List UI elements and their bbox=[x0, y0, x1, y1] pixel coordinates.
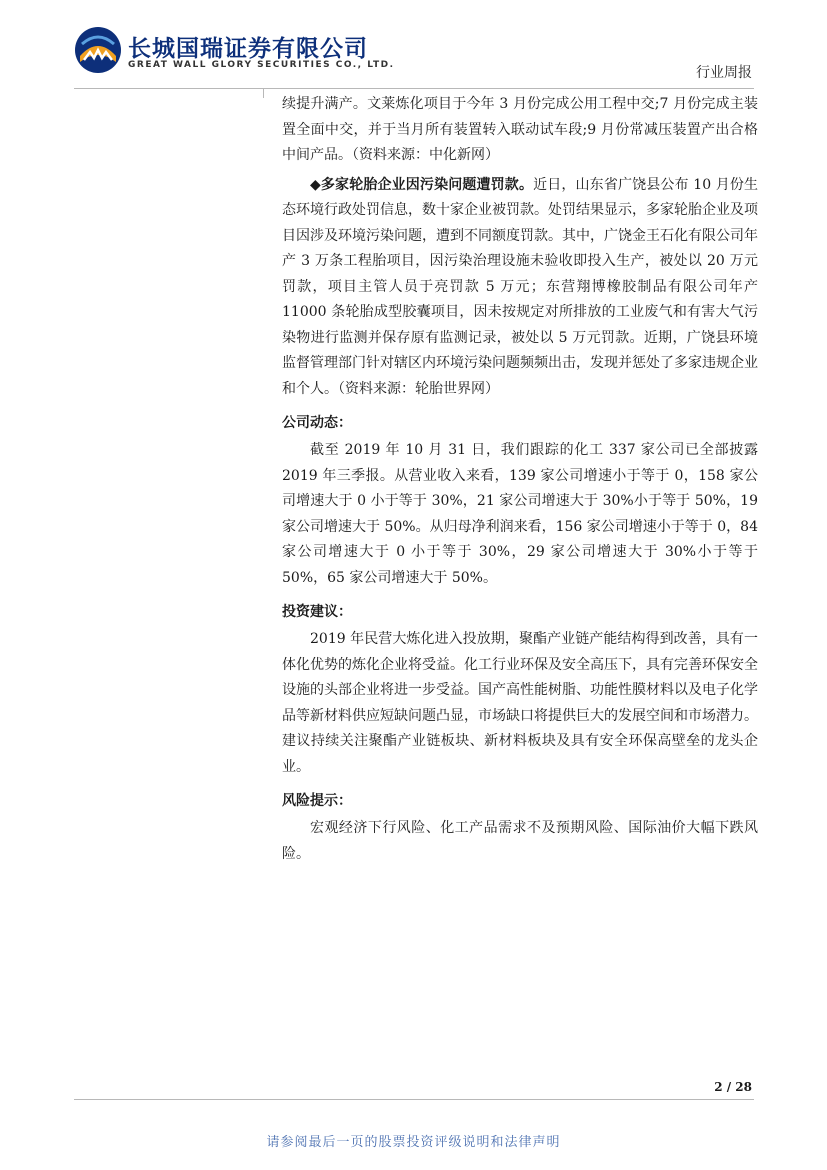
section-title-risk: 风险提示： bbox=[282, 793, 352, 809]
company-name-en: GREAT WALL GLORY SECURITIES CO., LTD. bbox=[128, 60, 395, 70]
news-item-tire-fines bbox=[282, 173, 758, 403]
paragraph-continued: 续提升满产。文莱炼化项目于今年 3 月份完成公用工程中交;7 月份完成主装置全面中交，并于当月所有装置转入联动试车段;9 月份常减压装置产出合格中间产品。（资料来源：中化新网） bbox=[282, 96, 758, 163]
page-number: 2 / 28 bbox=[714, 1080, 752, 1094]
main-content bbox=[282, 92, 758, 867]
footer-rule bbox=[74, 1099, 754, 1100]
page-header bbox=[0, 0, 827, 95]
news-title: ◆多家轮胎企业因污染问题遭罚款。 bbox=[310, 176, 534, 193]
report-type: 行业周报 bbox=[696, 65, 752, 81]
section-title-company: 公司动态： bbox=[282, 415, 352, 431]
section-title-investment: 投资建议： bbox=[282, 604, 352, 620]
risk-paragraph: 宏观经济下行风险、化工产品需求不及预期风险、国际油价大幅下跌风险。 bbox=[282, 820, 758, 862]
header-divider bbox=[263, 88, 264, 98]
footer-disclaimer[interactable]: 请参阅最后一页的股票投资评级说明和法律声明 bbox=[266, 1135, 561, 1150]
great-wall-logo-icon bbox=[74, 26, 122, 74]
header-rule-left bbox=[74, 88, 263, 89]
company-paragraph: 截至 2019 年 10 月 31 日，我们跟踪的化工 337 家公司已全部披露 2019 年三季报。从营业收入来看，139 家公司增速小于等于 0，158 家公司增速大于 0 小于等于 30%，21 家公司增速大于 30%小于等于 50%，19 家公司增速大于 50%。从归母净利润来看，156 家公司增速小于等于 0，84 家公司增速大于 0 小于等于 30%，29 家公司增速大于 30%小于等于 50%，65 家公司增速大于 50%。 bbox=[282, 442, 758, 586]
header-rule-right bbox=[263, 88, 754, 89]
company-name-cn: 长城国瑞证券有限公司 bbox=[128, 36, 368, 62]
investment-paragraph: 2019 年民营大炼化进入投放期，聚酯产业链产能结构得到改善，具有一体化优势的炼化企业将受益。化工行业环保及安全高压下，具有完善环保安全设施的头部企业将进一步受益。国产高性能树脂、功能性膜材料以及电子化学品等新材料供应短缺问题凸显，市场缺口将提供巨大的发展空间和市场潜力。建议持续关注聚酯产业链板块、新材料板块及具有安全环保高壁垒的龙头企业。 bbox=[282, 631, 758, 775]
news-body: 近日，山东省广饶县公布 10 月份生态环境行政处罚信息，数十家企业被罚款。处罚结果显示，多家轮胎企业及项目因涉及环境污染问题，遭到不同额度罚款。其中，广饶金王石化有限公司年产 3 万条工程胎项目，因污染治理设施未验收即投入生产，被处以 20 万元罚款，项目主管人员于亮罚款 5 万元；东营翔博橡胶制品有限公司年产 11000 条轮胎成型胶囊项目，因未按规定对所排放的工业废气和有害大气污染物进行监测并保存原有监测记录，被处以 5 万元罚款。近期，广饶县环境监督管理部门针对辖区内环境污染问题频频出击，发现并惩处了多家违规企业和个人。（资料来源：轮胎世界网） bbox=[282, 176, 758, 397]
